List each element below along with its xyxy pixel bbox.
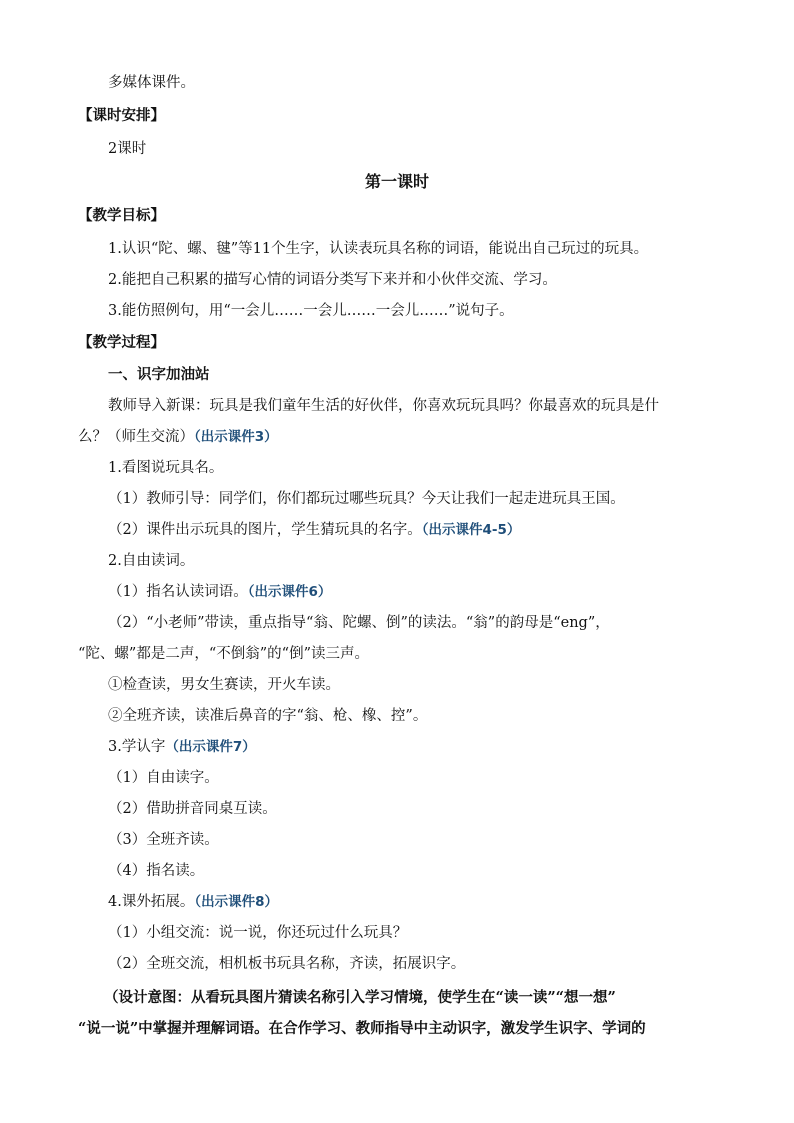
step-1-2-text: （2）课件出示玩具的图片，学生猜玩具的名字。 <box>108 522 422 538</box>
intro-paragraph-cont <box>78 427 278 447</box>
goals-heading: 【教学目标】 <box>78 207 165 224</box>
goal-2: 2.能把自己积累的描写心情的词语分类写下来并和小伙伴交流、学习。 <box>108 272 557 288</box>
courseware-3-label: （出示课件3） <box>194 429 278 445</box>
step-3-2: （2）借助拼音同桌互读。 <box>108 801 277 817</box>
step-2: 2.自由读词。 <box>108 553 195 569</box>
step-1-1: （1）教师引导：同学们，你们都玩过哪些玩具？今天让我们一起走进玩具王国。 <box>108 491 625 507</box>
schedule-heading: 【课时安排】 <box>78 107 165 124</box>
step-2-2-cont: “陀、螺”都是二声，“不倒翁”的“倒”读三声。 <box>78 646 369 662</box>
courseware-7-label: （出示课件7） <box>165 739 256 755</box>
section-1-heading: 一、识字加油站 <box>108 366 210 383</box>
step-3-4: （4）指名读。 <box>108 863 205 879</box>
process-heading: 【教学过程】 <box>78 334 165 351</box>
materials-text: 多媒体课件。 <box>108 75 195 91</box>
lesson-title: 第一课时 <box>364 172 429 191</box>
step-1-2 <box>108 520 520 540</box>
step-4-2: （2）全班交流，相机板书玩具名称，齐读，拓展识字。 <box>108 956 466 972</box>
goal-3: 3.能仿照例句，用“一会儿……一会儿……一会儿……”说句子。 <box>108 303 514 319</box>
step-2-check: ①检查读，男女生赛读，开火车读。 <box>108 677 340 693</box>
step-2-2: （2）“小老师”带读，重点指导“翁、陀螺、倒”的读法。“翁”的韵母是“eng”， <box>108 615 610 631</box>
step-2-class: ②全班齐读，读准后鼻音的字“翁、枪、橡、控”。 <box>108 708 428 724</box>
design-intent-line-2: “说一说”中掌握并理解词语。在合作学习、教师指导中主动识字，激发学生识字、学词的 <box>78 1020 646 1037</box>
step-4-1: （1）小组交流：说一说，你还玩过什么玩具？ <box>108 925 408 941</box>
step-3 <box>108 737 256 757</box>
step-3-1: （1）自由读字。 <box>108 770 219 786</box>
step-2-1-text: （1）指名认读词语。 <box>108 584 248 600</box>
courseware-4-5-label: （出示课件4-5） <box>421 522 521 538</box>
step-1: 1.看图说玩具名。 <box>108 460 224 476</box>
step-4-text: 4.课外拓展。 <box>108 894 195 910</box>
intro-text: 么？（师生交流） <box>78 429 194 445</box>
courseware-8-label: （出示课件8） <box>194 894 278 910</box>
schedule-text: 2课时 <box>108 141 147 157</box>
step-4 <box>108 892 278 912</box>
step-3-text: 3.学认字 <box>108 739 166 755</box>
step-3-3: （3）全班齐读。 <box>108 832 219 848</box>
courseware-6-label: （出示课件6） <box>247 584 332 600</box>
design-intent-line-1: （设计意图：从看玩具图片猜读名称引入学习情境，使学生在“读一读”“想一想” <box>104 989 616 1006</box>
step-2-1 <box>108 582 331 602</box>
intro-paragraph: 教师导入新课：玩具是我们童年生活的好伙伴，你喜欢玩玩具吗？你最喜欢的玩具是什 <box>108 398 659 414</box>
goal-1: 1.认识“陀、螺、毽”等11个生字，认读表玩具名称的词语，能说出自己玩过的玩具。 <box>108 241 649 257</box>
